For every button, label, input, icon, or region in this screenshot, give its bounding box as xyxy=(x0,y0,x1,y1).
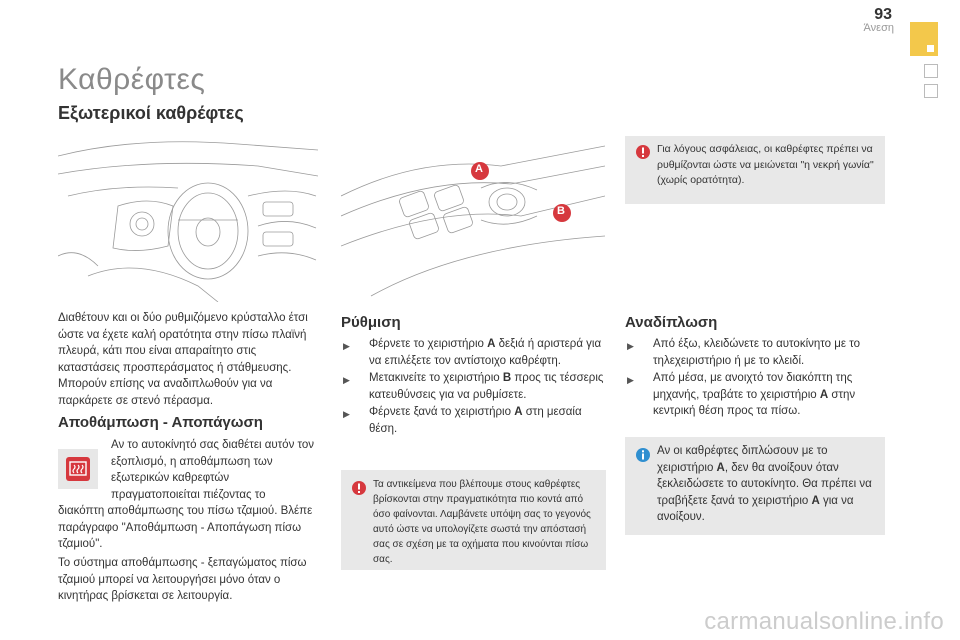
info-note-text: Αν οι καθρέφτες διπλώσουν με το χειριστήριο A, δεν θα ανοίξουν όταν ξεκλειδώσετε το αυτοκίνητο. Θα πρέπει να τραβήξετε ξανά το χειριστήριο A για να ανοίξουν. xyxy=(657,445,872,523)
bullet-icon: ▶ xyxy=(343,409,350,419)
section-tab-active xyxy=(910,22,938,56)
list-item: ▶ Από έξω, κλειδώνετε το αυτοκίνητο με το τηλεχειριστήριο ή με το κλειδί. xyxy=(627,338,860,367)
list-item: ▶ Φέρνετε ξανά το χειριστήριο A στη μεσαία θέση. xyxy=(343,406,582,435)
label-a: A xyxy=(475,163,483,175)
defrost-heading: Αποθάμπωση - Αποπάγωση xyxy=(58,414,263,431)
mirror-control-illustration xyxy=(341,136,605,302)
folding-list xyxy=(625,336,885,421)
bullet-icon: ▶ xyxy=(343,341,350,351)
warning-note-text: Τα αντικείμενα που βλέπουμε στους καθρέφτες βρίσκονται στην πραγματικότητα πιο κοντά από όσο φαίνονται. Λαμβάνετε υπόψη σας το γεγονός αυτό ώστε να υπολογίζετε σωστά την απόστασή σας σε σχέση με τα οχήματα που κινούνται πίσω σας. xyxy=(373,479,591,565)
safety-note-text: Για λόγους ασφάλειας, οι καθρέφτες πρέπει να ρυθμίζονται ώστε να μειώνεται "η νεκρή γωνία" (χωρίς ορατότητα). xyxy=(657,143,874,186)
dashboard-illustration xyxy=(58,136,318,302)
defrost-note-text: Το σύστημα αποθάμπωσης - ξεπαγώματος πίσω τζαμιού μπορεί να λειτουργήσει μόνο όταν ο κινητήρας βρίσκεται σε λειτουργία. xyxy=(58,557,307,602)
list-item: ▶ Μετακινείτε το χειριστήριο B προς τις τέσσερις κατευθύνσεις για να ρυθμίσετε. xyxy=(343,372,604,401)
section-tab xyxy=(924,84,938,98)
list-item: ▶ Από μέσα, με ανοιχτό τον διακόπτη της μηχανής, τραβάτε το χειριστήριο A στην κεντρική θέση προς τα πίσω. xyxy=(627,372,856,417)
bullet-icon: ▶ xyxy=(627,375,634,385)
section-title: Εξωτερικοί καθρέφτες xyxy=(58,103,244,123)
defrost-text-cont: διακόπτη αποθάμπωσης του πίσω τζαμιού. Βλέπε παράγραφο "Αποθάμπωση - Αποπάγωση πίσω τζαμιού". xyxy=(58,505,313,550)
bullet-icon: ▶ xyxy=(343,375,350,385)
warning-icon xyxy=(635,144,651,160)
folding-heading: Αναδίπλωση xyxy=(625,314,718,331)
defrost-text: Αν το αυτοκίνητό σας διαθέτει αυτόν τον εξοπλισμό, η αποθάμπωση των εξωτερικών καθρεφτών πραγματοποιείται πιέζοντας το xyxy=(111,439,315,501)
page-number: 93 xyxy=(874,6,892,23)
label-b: B xyxy=(557,205,565,217)
adjustment-heading: Ρύθμιση xyxy=(341,314,401,331)
defrost-button-icon xyxy=(58,449,98,489)
info-note-folding xyxy=(625,437,885,535)
page-title: Καθρέφτες xyxy=(58,63,206,96)
list-item: ▶ Φέρνετε το χειριστήριο A δεξιά ή αριστερά για να επιλέξετε τον αντίστοιχο καθρέφτη. xyxy=(343,338,602,367)
info-icon xyxy=(635,447,651,463)
section-name: Άνεση xyxy=(863,22,894,34)
warning-note-mirror-distance xyxy=(341,470,606,570)
warning-icon xyxy=(351,480,367,496)
bullet-icon: ▶ xyxy=(627,341,634,351)
intro-text: Διαθέτουν και οι δύο ρυθμιζόμενο κρύσταλλο έτσι ώστε να έχετε καλή ορατότητα στην πίσω πλαϊνή πλευρά, κάτι που είναι απαραίτητο στις καταστάσεις προσπεράσματος ή στάθμευσης. Μπορούν επίσης να αναδιπλωθούν για να παρκάρετε σε στενό πέρασμα. xyxy=(58,312,308,407)
safety-note xyxy=(625,136,885,204)
adjustment-list xyxy=(341,336,606,438)
watermark: carmanualsonline.info xyxy=(704,608,944,635)
section-tab xyxy=(924,64,938,78)
